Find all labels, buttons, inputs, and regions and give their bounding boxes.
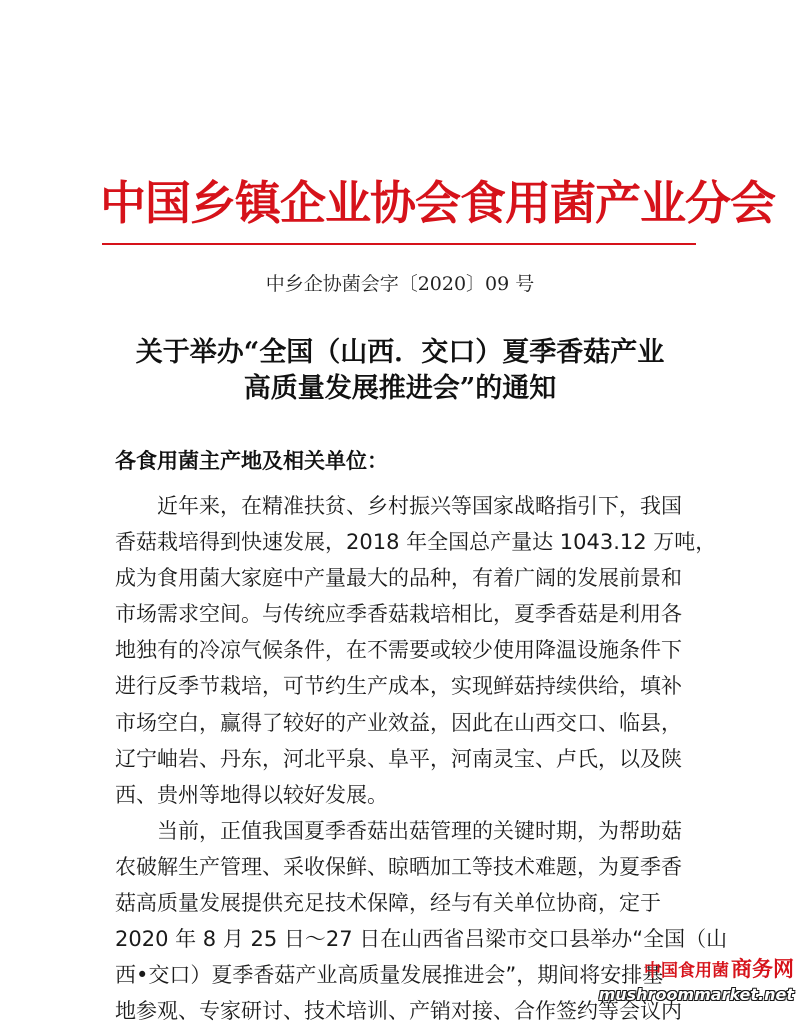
- body-line: 农破解生产管理、采收保鲜、晾晒加工等技术难题，为夏季香: [115, 854, 682, 879]
- watermark-site-biz: 商务网: [731, 957, 794, 981]
- salutation: 各食用菌主产地及相关单位：: [115, 449, 388, 473]
- notice-body: [115, 488, 728, 1029]
- body-line: 市场空白，赢得了较好的产业效益，因此在山西交口、临县，: [115, 710, 682, 735]
- body-line: 成为食用菌大家庭中产量最大的品种，有着广阔的发展前景和: [115, 566, 682, 591]
- notice-title-line: 高质量发展推进会”的通知: [243, 373, 557, 404]
- body-line: 地独有的冷凉气候条件，在不需要或较少使用降温设施条件下: [115, 638, 682, 663]
- document-number: 中乡企协菌会字〔2020〕09 号: [265, 273, 535, 295]
- body-line: 辽宁岫岩、丹东，河北平泉、阜平，河南灵宝、卢氏，以及陕: [115, 746, 682, 771]
- site-watermark: [593, 957, 798, 1015]
- body-line: 香菇栽培得到快速发展，2018 年全国总产量达 1043.12 万吨，: [115, 530, 717, 555]
- body-line: 西•交口）夏季香菇产业高质量发展推进会”，期间将安排基: [115, 963, 664, 988]
- watermark-site-url: mushroommarket.net: [598, 985, 794, 1004]
- body-line: 西、贵州等地得以较好发展。: [115, 782, 388, 807]
- body-line: 市场需求空间。与传统应季香菇栽培相比，夏季香菇是利用各: [115, 602, 682, 627]
- body-line: 当前，正值我国夏季香菇出菇管理的关键时期，为帮助菇: [157, 818, 682, 843]
- letterhead-org-name: 中国乡镇企业协会食用菌产业分会: [100, 176, 775, 230]
- notice-title-line: 关于举办“全国（山西．交口）夏季香菇产业: [135, 337, 665, 368]
- body-line: 2020 年 8 月 25 日～27 日在山西省吕梁市交口县举办“全国（山: [115, 927, 728, 952]
- watermark-site-cn: 中国食用菌: [644, 961, 729, 981]
- letterhead-red-rule: [102, 243, 696, 245]
- body-line: 近年来，在精准扶贫、乡村振兴等国家战略指引下，我国: [157, 494, 682, 518]
- body-line: 进行反季节栽培，可节约生产成本，实现鲜菇持续供给，填补: [115, 674, 682, 699]
- body-line: 菇高质量发展提供充足技术保障，经与有关单位协商，定于: [115, 891, 661, 916]
- body-line: 地参观、专家研讨、技术培训、产销对接、合作签约等会议内: [115, 999, 682, 1024]
- notice-title: [80, 335, 720, 407]
